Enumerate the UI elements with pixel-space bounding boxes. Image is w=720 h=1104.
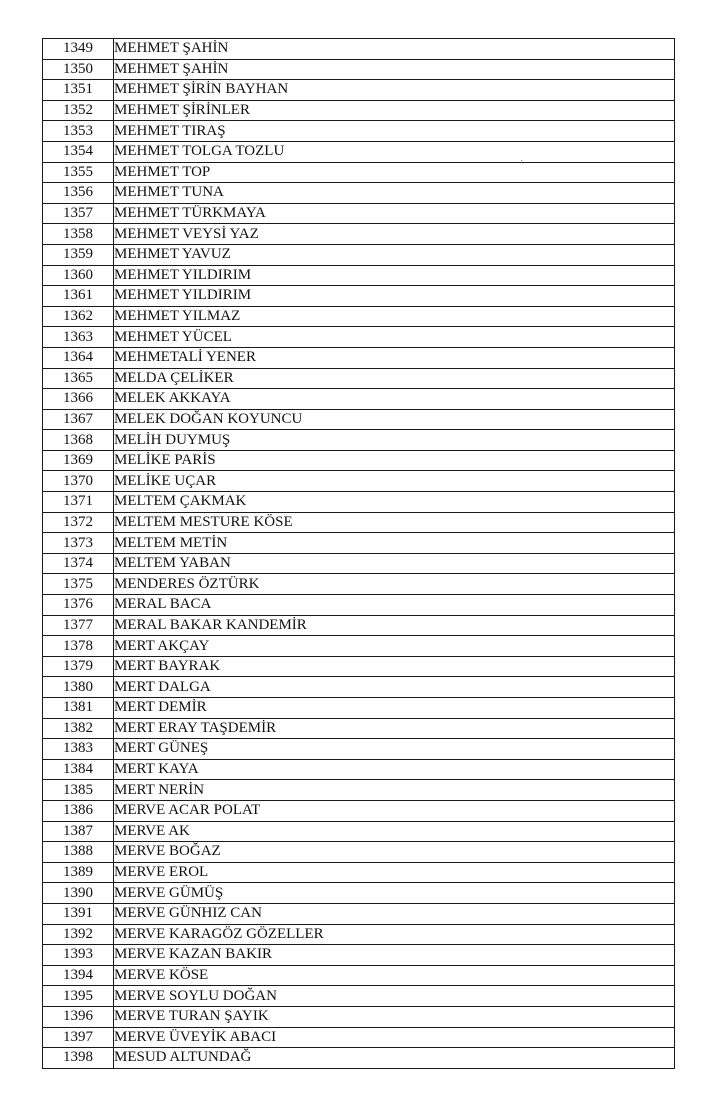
table-row <box>43 39 675 60</box>
table-row <box>43 347 675 368</box>
row-number: 1372 <box>43 512 114 533</box>
row-number: 1369 <box>43 450 114 471</box>
row-number: 1359 <box>43 244 114 265</box>
person-name: MELTEM MESTURE KÖSE <box>114 512 675 533</box>
table-row <box>43 1027 675 1048</box>
table-row <box>43 409 675 430</box>
table-row <box>43 244 675 265</box>
person-name: MEHMET ŞAHİN <box>114 59 675 80</box>
person-name: MERVE ACAR POLAT <box>114 800 675 821</box>
table-row <box>43 965 675 986</box>
row-number: 1383 <box>43 739 114 760</box>
row-number: 1393 <box>43 945 114 966</box>
person-name: MEHMET ŞİRİN BAYHAN <box>114 80 675 101</box>
person-name: MELTEM METİN <box>114 533 675 554</box>
table-row <box>43 121 675 142</box>
person-name: MERT GÜNEŞ <box>114 739 675 760</box>
row-number: 1371 <box>43 492 114 513</box>
person-name: MERVE KÖSE <box>114 965 675 986</box>
person-name: MELİKE PARİS <box>114 450 675 471</box>
row-number: 1391 <box>43 903 114 924</box>
person-name: MERT AKÇAY <box>114 636 675 657</box>
row-number: 1365 <box>43 368 114 389</box>
row-number: 1377 <box>43 615 114 636</box>
person-name: MERVE GÜMÜŞ <box>114 883 675 904</box>
person-name: MELDA ÇELİKER <box>114 368 675 389</box>
row-number: 1384 <box>43 759 114 780</box>
table-row <box>43 471 675 492</box>
row-number: 1368 <box>43 430 114 451</box>
name-list-body <box>43 39 675 1069</box>
person-name: MERT DEMİR <box>114 698 675 719</box>
person-name: MERVE KAZAN BAKIR <box>114 945 675 966</box>
table-row <box>43 80 675 101</box>
row-number: 1363 <box>43 327 114 348</box>
table-row <box>43 903 675 924</box>
table-row <box>43 492 675 513</box>
person-name: MELEK AKKAYA <box>114 389 675 410</box>
row-number: 1358 <box>43 224 114 245</box>
row-number: 1355 <box>43 162 114 183</box>
table-row <box>43 162 675 183</box>
row-number: 1379 <box>43 656 114 677</box>
row-number: 1390 <box>43 883 114 904</box>
table-row <box>43 924 675 945</box>
person-name: MEHMET YILDIRIM <box>114 286 675 307</box>
table-row <box>43 656 675 677</box>
person-name: MEHMET TOLGA TOZLU <box>114 141 675 162</box>
table-row <box>43 100 675 121</box>
row-number: 1385 <box>43 780 114 801</box>
table-row <box>43 677 675 698</box>
table-row <box>43 718 675 739</box>
row-number: 1378 <box>43 636 114 657</box>
table-row <box>43 821 675 842</box>
row-number: 1392 <box>43 924 114 945</box>
table-row <box>43 141 675 162</box>
row-number: 1356 <box>43 183 114 204</box>
row-number: 1362 <box>43 306 114 327</box>
row-number: 1394 <box>43 965 114 986</box>
row-number: 1388 <box>43 842 114 863</box>
row-number: 1361 <box>43 286 114 307</box>
person-name: MERVE ÜVEYİK ABACI <box>114 1027 675 1048</box>
person-name: MEHMET YILMAZ <box>114 306 675 327</box>
row-number: 1374 <box>43 553 114 574</box>
scan-speck <box>521 160 522 161</box>
table-row <box>43 800 675 821</box>
person-name: MENDERES ÖZTÜRK <box>114 574 675 595</box>
person-name: MERVE KARAGÖZ GÖZELLER <box>114 924 675 945</box>
table-row <box>43 59 675 80</box>
row-number: 1382 <box>43 718 114 739</box>
row-number: 1350 <box>43 59 114 80</box>
person-name: MERAL BACA <box>114 595 675 616</box>
person-name: MEHMET YAVUZ <box>114 244 675 265</box>
table-row <box>43 698 675 719</box>
row-number: 1380 <box>43 677 114 698</box>
row-number: 1353 <box>43 121 114 142</box>
person-name: MEHMET YILDIRIM <box>114 265 675 286</box>
table-row <box>43 327 675 348</box>
person-name: MEHMET ŞİRİNLER <box>114 100 675 121</box>
person-name: MEHMET TIRAŞ <box>114 121 675 142</box>
table-row <box>43 883 675 904</box>
table-row <box>43 1006 675 1027</box>
table-row <box>43 1048 675 1069</box>
person-name: MEHMET TOP <box>114 162 675 183</box>
table-row <box>43 842 675 863</box>
name-list-table <box>42 38 675 1069</box>
person-name: MEHMET TÜRKMAYA <box>114 203 675 224</box>
person-name: MERVE TURAN ŞAYIK <box>114 1006 675 1027</box>
person-name: MERT KAYA <box>114 759 675 780</box>
table-row <box>43 512 675 533</box>
row-number: 1389 <box>43 862 114 883</box>
row-number: 1351 <box>43 80 114 101</box>
row-number: 1373 <box>43 533 114 554</box>
table-row <box>43 306 675 327</box>
row-number: 1367 <box>43 409 114 430</box>
table-row <box>43 450 675 471</box>
row-number: 1387 <box>43 821 114 842</box>
person-name: MERVE EROL <box>114 862 675 883</box>
row-number: 1360 <box>43 265 114 286</box>
row-number: 1364 <box>43 347 114 368</box>
person-name: MERVE GÜNHIZ CAN <box>114 903 675 924</box>
person-name: MEHMET YÜCEL <box>114 327 675 348</box>
table-row <box>43 286 675 307</box>
table-row <box>43 533 675 554</box>
table-row <box>43 389 675 410</box>
table-row <box>43 595 675 616</box>
row-number: 1398 <box>43 1048 114 1069</box>
row-number: 1395 <box>43 986 114 1007</box>
table-row <box>43 615 675 636</box>
table-row <box>43 430 675 451</box>
person-name: MESUD ALTUNDAĞ <box>114 1048 675 1069</box>
row-number: 1352 <box>43 100 114 121</box>
person-name: MELTEM YABAN <box>114 553 675 574</box>
person-name: MEHMETALİ YENER <box>114 347 675 368</box>
table-row <box>43 574 675 595</box>
row-number: 1357 <box>43 203 114 224</box>
table-row <box>43 780 675 801</box>
row-number: 1366 <box>43 389 114 410</box>
person-name: MERAL BAKAR KANDEMİR <box>114 615 675 636</box>
row-number: 1386 <box>43 800 114 821</box>
table-row <box>43 739 675 760</box>
person-name: MELİH DUYMUŞ <box>114 430 675 451</box>
person-name: MERVE AK <box>114 821 675 842</box>
table-row <box>43 945 675 966</box>
person-name: MERVE SOYLU DOĞAN <box>114 986 675 1007</box>
row-number: 1396 <box>43 1006 114 1027</box>
table-row <box>43 183 675 204</box>
table-row <box>43 986 675 1007</box>
person-name: MERT DALGA <box>114 677 675 698</box>
row-number: 1354 <box>43 141 114 162</box>
person-name: MEHMET ŞAHİN <box>114 39 675 60</box>
person-name: MELTEM ÇAKMAK <box>114 492 675 513</box>
row-number: 1349 <box>43 39 114 60</box>
table-row <box>43 636 675 657</box>
person-name: MERT BAYRAK <box>114 656 675 677</box>
table-row <box>43 553 675 574</box>
person-name: MERT ERAY TAŞDEMİR <box>114 718 675 739</box>
person-name: MERT NERİN <box>114 780 675 801</box>
person-name: MELİKE UÇAR <box>114 471 675 492</box>
table-row <box>43 265 675 286</box>
row-number: 1370 <box>43 471 114 492</box>
row-number: 1376 <box>43 595 114 616</box>
table-row <box>43 759 675 780</box>
row-number: 1375 <box>43 574 114 595</box>
person-name: MEHMET VEYSİ YAZ <box>114 224 675 245</box>
table-row <box>43 203 675 224</box>
person-name: MELEK DOĞAN KOYUNCU <box>114 409 675 430</box>
row-number: 1397 <box>43 1027 114 1048</box>
table-row <box>43 862 675 883</box>
table-row <box>43 368 675 389</box>
row-number: 1381 <box>43 698 114 719</box>
person-name: MEHMET TUNA <box>114 183 675 204</box>
table-row <box>43 224 675 245</box>
person-name: MERVE BOĞAZ <box>114 842 675 863</box>
